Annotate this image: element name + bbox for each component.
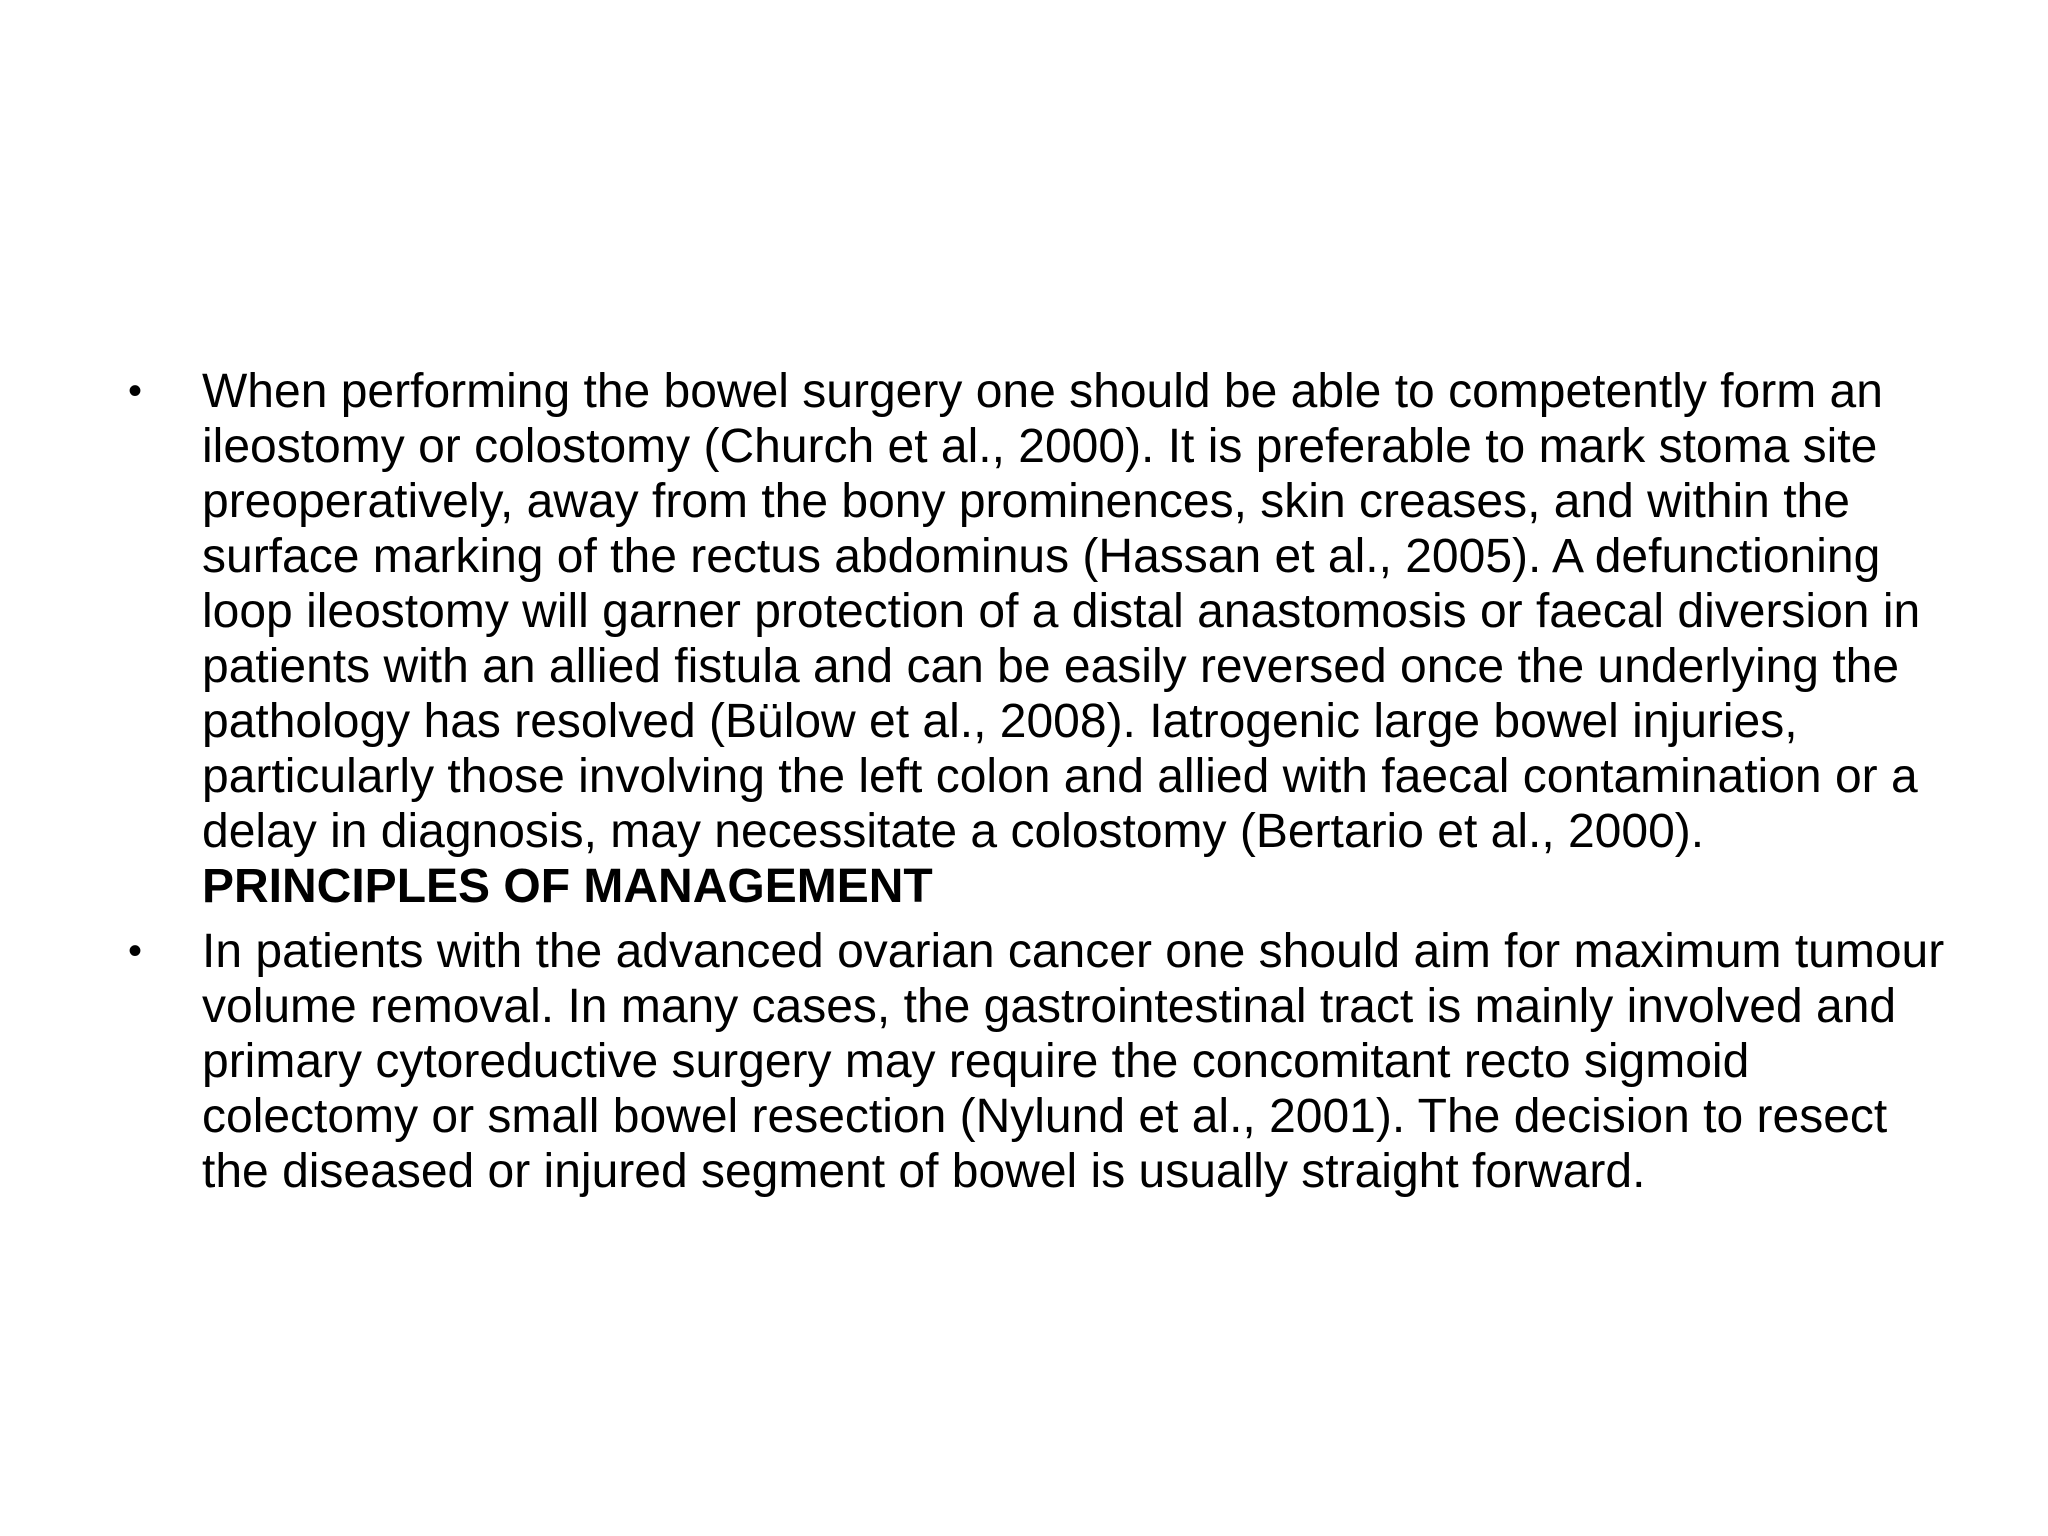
bullet-marker: • — [128, 369, 143, 413]
bullet-item-stoma-formation — [120, 364, 1950, 914]
bullet-text: In patients with the advanced ovarian cancer one should aim for maximum tumour volume removal. In many cases, the gastrointestinal tract is mainly involved and primary cytoreductive surgery may require the concomitant recto sigmoid colectomy or small bowel resection (Nylund et al., 2001). The decision to resect the diseased or injured segment of bowel is usually straight forward. — [202, 925, 1945, 1198]
section-heading-principles-of-management: PRINCIPLES OF MANAGEMENT — [202, 860, 933, 913]
bullet-text: When performing the bowel surgery one should be able to competently form an ileostomy or colostomy (Church et al., 2000). It is preferable to mark stoma site preoperatively, away from the bony prominences, skin creases, and within the surface marking of the rectus abdominus (Hassan et al., 2005). A defunctioning loop ileostomy will garner protection of a distal anastomosis or faecal diversion in patients with an allied fistula and can be easily reversed once the underlying the pathology has resolved (Bülow et al., 2008). Iatrogenic large bowel injuries, particularly those involving the left colon and allied with faecal contamination or a delay in diagnosis, may necessitate a colostomy (Bertario et al., 2000). — [202, 365, 1921, 858]
bullet-list — [120, 364, 1950, 1209]
bullet-item-ovarian-cancer — [120, 924, 1950, 1199]
bullet-marker: • — [128, 929, 143, 973]
